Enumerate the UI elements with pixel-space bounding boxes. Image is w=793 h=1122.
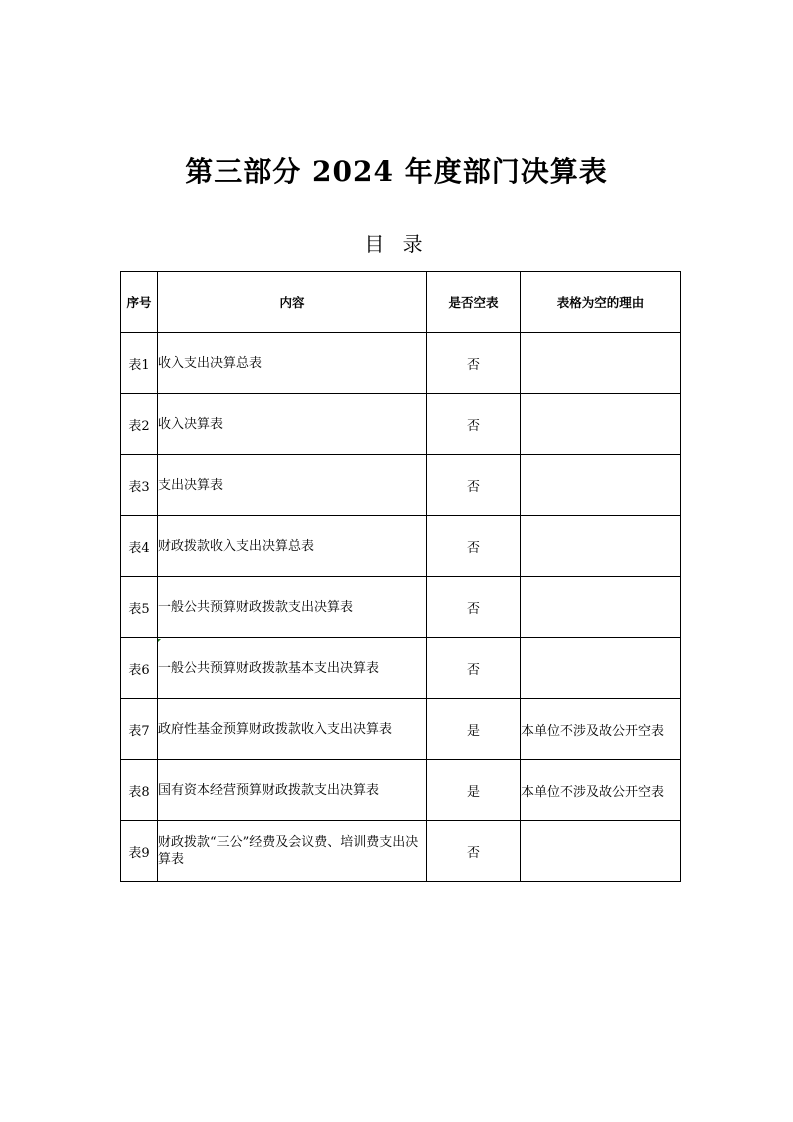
table-row [121, 577, 681, 638]
table-header-row [121, 272, 681, 333]
row-number: 表5 [121, 577, 158, 638]
row-is-empty: 是 [427, 760, 521, 821]
row-reason: 本单位不涉及故公开空表 [521, 699, 681, 760]
page-title: 第三部分 2024 年度部门决算表 [185, 155, 608, 188]
table-row [121, 699, 681, 760]
row-content: 政府性基金预算财政拨款收入支出决算表 [158, 699, 427, 760]
row-is-empty: 否 [427, 821, 521, 882]
table-row [121, 638, 681, 699]
row-content: 财政拨款“三公”经费及会议费、培训费支出决算表 [158, 821, 427, 882]
header-content: 内容 [158, 272, 427, 333]
row-reason [521, 455, 681, 516]
row-content: 支出决算表 [158, 455, 427, 516]
table-row [121, 516, 681, 577]
row-content: 财政拨款收入支出决算总表 [158, 516, 427, 577]
table-row [121, 394, 681, 455]
row-number: 表9 [121, 821, 158, 882]
row-number: 表4 [121, 516, 158, 577]
row-number: 表2 [121, 394, 158, 455]
row-reason [521, 821, 681, 882]
toc-table [120, 271, 681, 882]
row-reason [521, 394, 681, 455]
row-is-empty: 否 [427, 516, 521, 577]
table-row [121, 455, 681, 516]
header-no: 序号 [121, 272, 158, 333]
header-is-empty: 是否空表 [427, 272, 521, 333]
row-content: 收入决算表 [158, 394, 427, 455]
row-reason: 本单位不涉及故公开空表 [521, 760, 681, 821]
table-row [121, 821, 681, 882]
row-reason [521, 333, 681, 394]
row-content: 国有资本经营预算财政拨款支出决算表 [158, 760, 427, 821]
row-number: 表6 [121, 638, 158, 699]
row-is-empty: 否 [427, 333, 521, 394]
row-is-empty: 否 [427, 638, 521, 699]
row-reason [521, 638, 681, 699]
row-is-empty: 是 [427, 699, 521, 760]
table-row [121, 333, 681, 394]
row-number: 表8 [121, 760, 158, 821]
toc-subtitle: 目 录 [364, 232, 429, 256]
row-is-empty: 否 [427, 455, 521, 516]
row-reason [521, 516, 681, 577]
row-reason [521, 577, 681, 638]
row-content: 一般公共预算财政拨款支出决算表 [158, 577, 427, 638]
row-number: 表7 [121, 699, 158, 760]
cell-comment-marker [158, 639, 161, 642]
table-row [121, 760, 681, 821]
row-number: 表1 [121, 333, 158, 394]
header-empty-reason: 表格为空的理由 [521, 272, 681, 333]
row-number: 表3 [121, 455, 158, 516]
row-content: 一般公共预算财政拨款基本支出决算表 [158, 638, 427, 699]
row-is-empty: 否 [427, 394, 521, 455]
row-content: 收入支出决算总表 [158, 333, 427, 394]
row-is-empty: 否 [427, 577, 521, 638]
